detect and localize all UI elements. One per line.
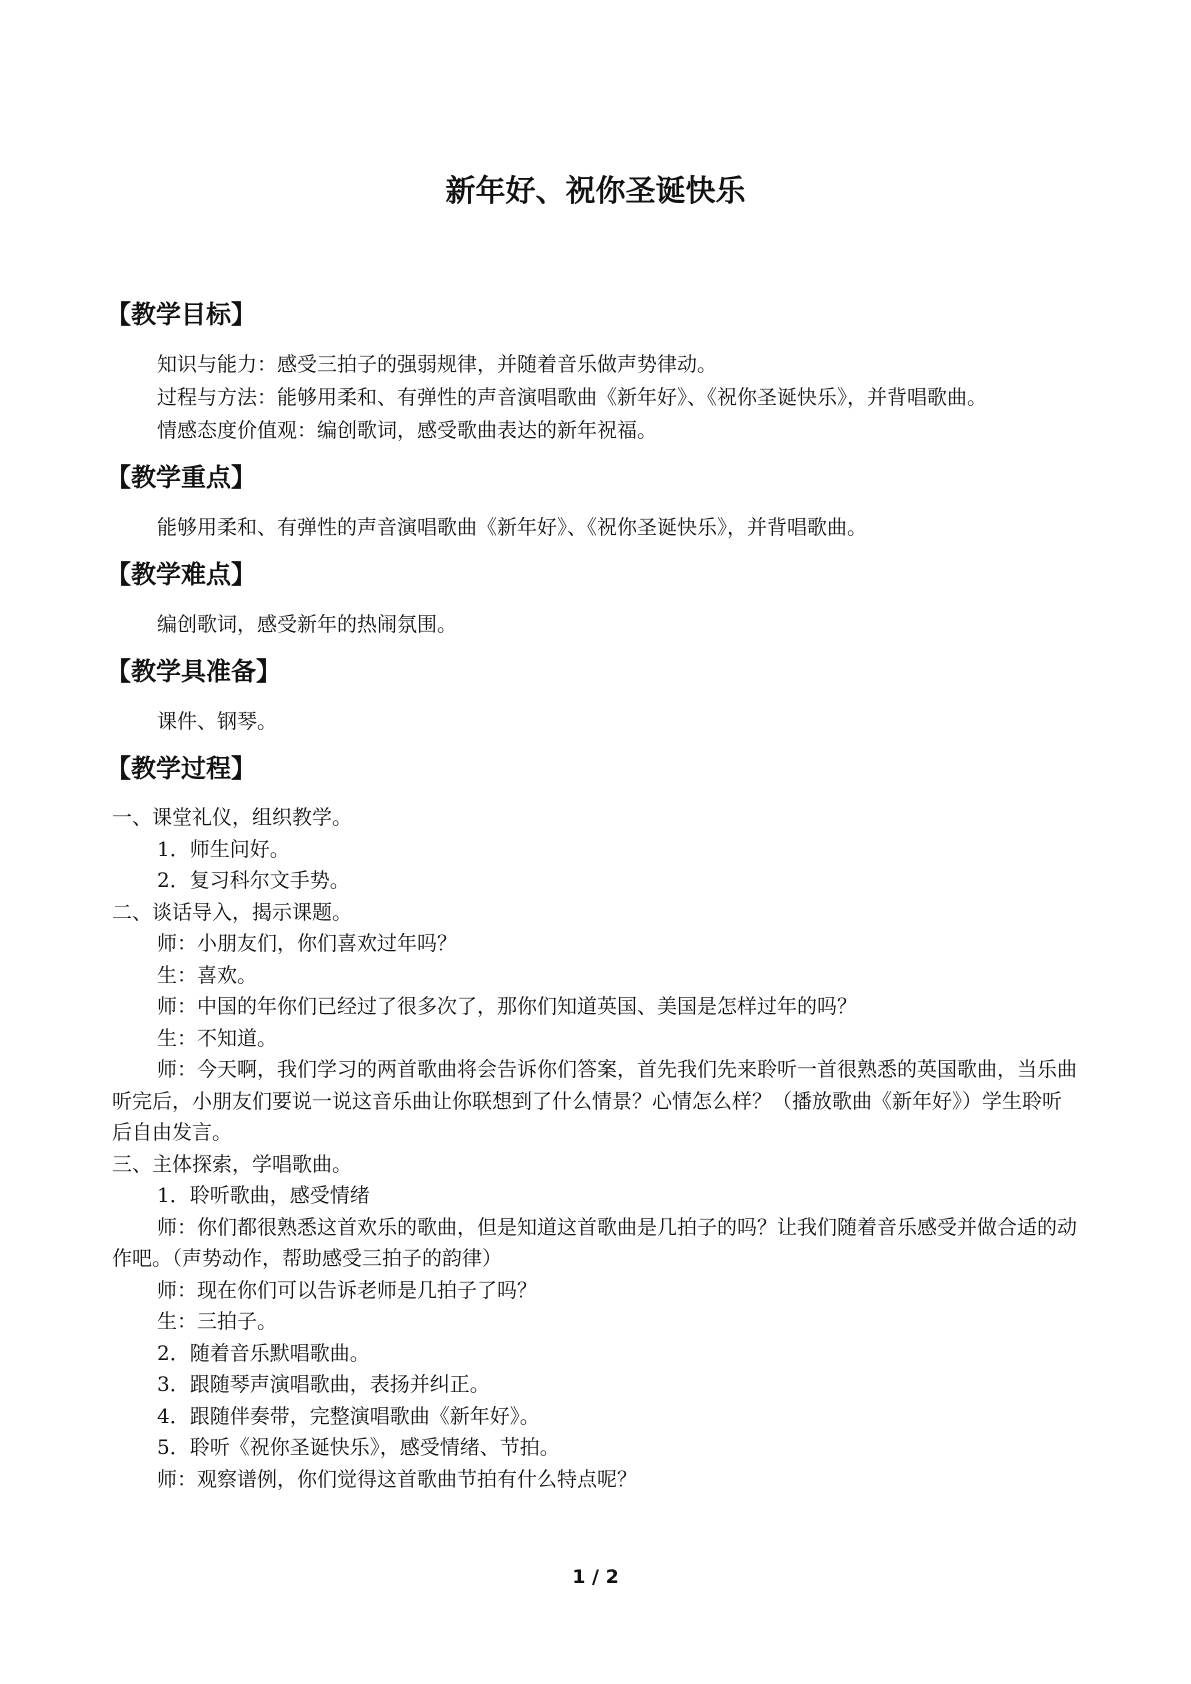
- section-heading: 【教学难点】: [106, 560, 257, 589]
- process-line: 1．师生问好。: [157, 836, 290, 861]
- document-body: [106, 296, 1078, 1507]
- process-line: 2．随着音乐默唱歌曲。: [157, 1340, 370, 1365]
- paragraph: 能够用柔和、有弹性的声音演唱歌曲《新年好》、《祝你圣诞快乐》，并背唱歌曲。: [157, 515, 867, 539]
- section-heading: 【教学目标】: [106, 300, 257, 329]
- process-step-heading: 二、谈话导入，揭示课题。: [112, 899, 352, 924]
- process-step-heading: 三、主体探索，学唱歌曲。: [112, 1151, 352, 1176]
- process-line: 师：中国的年你们已经过了很多次了，那你们知道英国、美国是怎样过年的吗？: [157, 994, 857, 1018]
- process-line: 师：现在你们可以告诉老师是几拍子了吗？: [157, 1277, 537, 1302]
- paragraph: 知识与能力：感受三拍子的强弱规律，并随着音乐做声势律动。: [157, 352, 717, 376]
- process-line: 2．复习科尔文手势。: [157, 868, 350, 892]
- process-line: 师：小朋友们，你们喜欢过年吗？: [157, 931, 457, 955]
- process-line: 3．跟随琴声演唱歌曲，表扬并纠正。: [157, 1372, 490, 1396]
- page-number: 1 / 2: [572, 1566, 619, 1588]
- process-line: 生：不知道。: [157, 1025, 277, 1050]
- process-line: 5．聆听《祝你圣诞快乐》，感受情绪、节拍。: [157, 1435, 560, 1459]
- page-title: 新年好、祝你圣诞快乐: [445, 174, 746, 209]
- section-heading: 【教学过程】: [106, 754, 257, 783]
- process-line: 师：观察谱例，你们觉得这首歌曲节拍有什么特点呢？: [157, 1466, 637, 1491]
- paragraph: 课件、钢琴。: [157, 709, 277, 733]
- paragraph: 情感态度价值观：编创歌词，感受歌曲表达的新年祝福。: [157, 418, 657, 442]
- process-step-heading: 一、课堂礼仪，组织教学。: [112, 805, 352, 829]
- paragraph: 过程与方法：能够用柔和、有弹性的声音演唱歌曲《新年好》、《祝你圣诞快乐》，并背唱歌曲。: [157, 385, 987, 409]
- process-line: 生：三拍子。: [157, 1309, 277, 1333]
- process-line: 生：喜欢。: [157, 962, 257, 987]
- process-line: 师：今天啊，我们学习的两首歌曲将会告诉你们答案，首先我们先来聆听一首很熟悉的英国歌曲，当乐曲听完后，小朋友们要说一说这音乐曲让你联想到了什么情景？心情怎么样？（播放歌曲《新年好》）学生聆听后自由发言。: [112, 1057, 1077, 1144]
- section-objectives: [106, 296, 1078, 447]
- section-difficulties: [106, 556, 1078, 641]
- process-line: 1．聆听歌曲，感受情绪: [157, 1183, 370, 1207]
- process-line: 师：你们都很熟悉这首欢乐的歌曲，但是知道这首歌曲是几拍子的吗？让我们随着音乐感受并做合适的动作吧。（声势动作，帮助感受三拍子的韵律）: [112, 1214, 1077, 1270]
- section-heading: 【教学具准备】: [106, 657, 282, 686]
- section-heading: 【教学重点】: [106, 463, 257, 492]
- section-materials: [106, 653, 1078, 738]
- process-line: 4．跟随伴奏带，完整演唱歌曲《新年好》。: [157, 1403, 540, 1428]
- section-process: [106, 750, 1078, 1495]
- paragraph: 编创歌词，感受新年的热闹氛围。: [157, 612, 457, 636]
- section-key-points: [106, 459, 1078, 544]
